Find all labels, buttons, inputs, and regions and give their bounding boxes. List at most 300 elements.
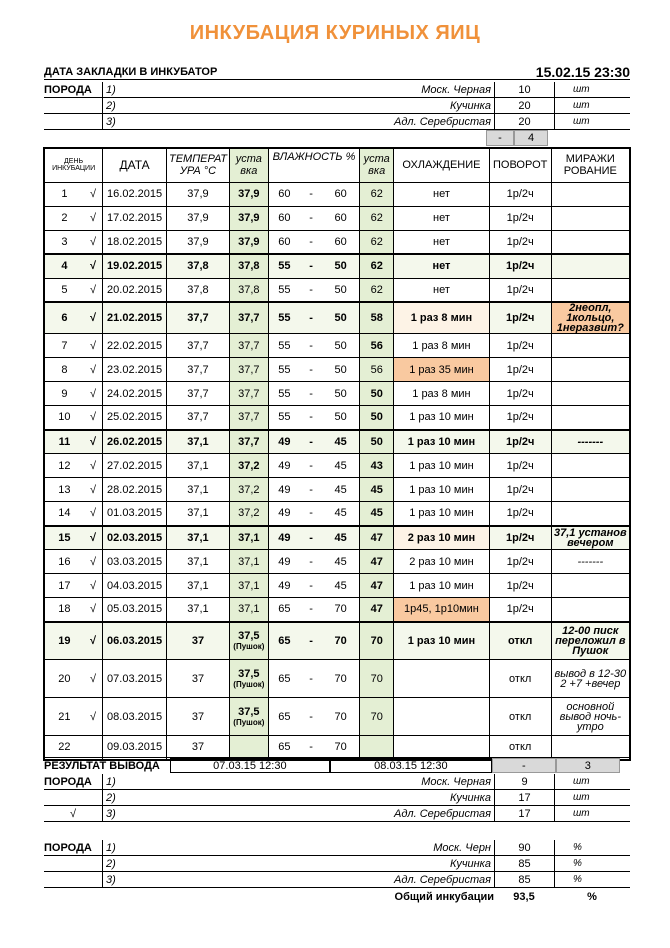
check-cell: √ <box>84 430 103 454</box>
breed-name: Адл. Серебристая <box>394 807 491 820</box>
temp-setpoint-cell <box>229 502 268 526</box>
humidity-max-cell: 45 <box>322 430 360 454</box>
load-date-label: ДАТА ЗАКЛАДКИ В ИНКУБАТОР <box>44 65 218 78</box>
table-row <box>44 526 630 550</box>
humidity-setpoint-cell: 45 <box>360 478 394 502</box>
temp-setpoint-cell <box>229 478 268 502</box>
temp-setpoint-value: 37,5 <box>238 668 260 680</box>
table-row <box>44 358 630 382</box>
table-row <box>44 574 630 598</box>
breed-count: 17 <box>494 790 554 805</box>
candling-cell <box>551 382 630 406</box>
hdr-cool: ОХЛАЖДЕНИЕ <box>394 148 490 182</box>
table-row <box>44 334 630 358</box>
temp-setpoint-value: 37,9 <box>238 188 260 200</box>
breed-count: 20 <box>494 98 554 113</box>
breed-name: Моск. Черная <box>421 775 491 788</box>
humidity-dash-cell: - <box>300 254 322 278</box>
day-cell: 19 <box>44 622 84 660</box>
turning-cell: 1р/2ч <box>489 206 551 230</box>
humidity-dash-cell: - <box>300 182 322 206</box>
date-cell: 27.02.2015 <box>103 454 167 478</box>
humidity-setpoint-cell: 62 <box>360 230 394 254</box>
load-sub-row <box>44 130 630 146</box>
breed-count: 17 <box>494 806 554 821</box>
candling-cell <box>551 736 630 760</box>
result-breed-row <box>44 774 630 790</box>
day-cell: 21 <box>44 698 84 736</box>
table-row <box>44 302 630 334</box>
day-cell: 20 <box>44 660 84 698</box>
load-breed-row <box>44 114 630 130</box>
date-cell: 04.03.2015 <box>103 574 167 598</box>
humidity-max-cell: 45 <box>322 550 360 574</box>
cooling-cell <box>394 660 490 698</box>
check-cell: √ <box>84 230 103 254</box>
cooling-cell: 1 раз 10 мин <box>394 430 490 454</box>
temp-cell: 37,7 <box>167 406 230 430</box>
humidity-dash-cell: - <box>300 382 322 406</box>
humidity-dash-cell: - <box>300 736 322 760</box>
temp-setpoint-value: 37,1 <box>238 531 260 544</box>
table-row <box>44 406 630 430</box>
humidity-max-cell: 50 <box>322 358 360 382</box>
humidity-dash-cell: - <box>300 574 322 598</box>
humidity-max-cell: 50 <box>322 254 360 278</box>
temp-setpoint-cell <box>229 550 268 574</box>
breed-count: 9 <box>494 774 554 789</box>
humidity-setpoint-cell: 47 <box>360 550 394 574</box>
load-breed-row <box>44 98 630 114</box>
total-unit: % <box>587 890 597 903</box>
total-label: Общий инкубации <box>394 890 494 903</box>
humidity-setpoint-cell: 62 <box>360 182 394 206</box>
result-row <box>44 757 630 773</box>
cooling-cell: 1р45, 1р10мин <box>394 598 490 622</box>
date-cell: 18.02.2015 <box>103 230 167 254</box>
candling-cell <box>551 230 630 254</box>
temp-cell: 37,1 <box>167 550 230 574</box>
page-title: ИНКУБАЦИЯ КУРИНЫХ ЯИЦ <box>189 22 481 44</box>
temp-setpoint-value: 37,5 <box>238 706 260 718</box>
humidity-dash-cell: - <box>300 598 322 622</box>
cooling-cell: 1 раз 10 мин <box>394 574 490 598</box>
breed-unit: % <box>554 872 630 887</box>
humidity-dash-cell: - <box>300 698 322 736</box>
date-cell: 20.02.2015 <box>103 278 167 302</box>
table-row <box>44 430 630 454</box>
humidity-setpoint-cell: 62 <box>360 278 394 302</box>
humidity-min-cell: 55 <box>268 278 300 302</box>
temp-setpoint-value: 37,7 <box>238 411 260 424</box>
temp-cell: 37,9 <box>167 206 230 230</box>
breed-num: 1) <box>102 774 222 789</box>
breed-label <box>44 98 102 113</box>
breed-unit: % <box>554 840 630 855</box>
humidity-setpoint-cell: 43 <box>360 454 394 478</box>
humidity-dash-cell: - <box>300 278 322 302</box>
cooling-cell: 1 раз 8 мин <box>394 382 490 406</box>
table-row <box>44 254 630 278</box>
cooling-cell: 1 раз 8 мин <box>394 302 490 334</box>
temp-setpoint-value: 37,1 <box>238 603 260 616</box>
humidity-dash-cell: - <box>300 334 322 358</box>
cooling-cell: нет <box>394 206 490 230</box>
turning-cell: 1р/2ч <box>489 430 551 454</box>
temp-cell: 37,1 <box>167 454 230 478</box>
humidity-setpoint-cell: 70 <box>360 622 394 660</box>
breed-name: Адл. Серебристая <box>394 115 491 128</box>
check-cell: √ <box>84 382 103 406</box>
humidity-max-cell: 50 <box>322 278 360 302</box>
humidity-max-cell: 50 <box>322 406 360 430</box>
load-datetime: 15.02.15 23:30 <box>535 63 630 80</box>
temp-setpoint-value: 37,1 <box>238 579 260 592</box>
day-cell: 8 <box>44 358 84 382</box>
humidity-setpoint-cell: 58 <box>360 302 394 334</box>
turning-cell: 1р/2ч <box>489 278 551 302</box>
date-cell: 24.02.2015 <box>103 382 167 406</box>
breed-name: Моск. Черн <box>433 841 491 854</box>
humidity-min-cell: 65 <box>268 622 300 660</box>
humidity-dash-cell: - <box>300 550 322 574</box>
temp-cell: 37,7 <box>167 334 230 358</box>
temp-setpoint-cell <box>229 302 268 334</box>
candling-cell: 37,1 установ вечером <box>551 526 630 550</box>
breed-unit: шт <box>554 790 630 805</box>
humidity-max-cell: 45 <box>322 454 360 478</box>
humidity-max-cell: 50 <box>322 302 360 334</box>
humidity-max-cell: 45 <box>322 526 360 550</box>
breed-num: 1) <box>102 840 222 855</box>
date-cell: 26.02.2015 <box>103 430 167 454</box>
breed-count: 10 <box>494 82 554 97</box>
date-cell: 02.03.2015 <box>103 526 167 550</box>
humidity-max-cell: 60 <box>322 182 360 206</box>
temp-setpoint-value: 37,8 <box>238 260 260 273</box>
candling-cell <box>551 454 630 478</box>
breed-count: 85 <box>494 856 554 871</box>
humidity-min-cell: 55 <box>268 302 300 334</box>
humidity-setpoint-cell: 70 <box>360 660 394 698</box>
turning-cell: 1р/2ч <box>489 358 551 382</box>
candling-cell: основной вывод ночь-утро <box>551 698 630 736</box>
humidity-setpoint-cell: 47 <box>360 526 394 550</box>
check-cell <box>84 736 103 760</box>
day-cell: 11 <box>44 430 84 454</box>
table-row <box>44 660 630 698</box>
humidity-setpoint-cell: 47 <box>360 598 394 622</box>
load-sub-value: 4 <box>514 130 548 146</box>
check-cell: √ <box>84 502 103 526</box>
turning-cell: 1р/2ч <box>489 478 551 502</box>
check-cell: √ <box>84 550 103 574</box>
temp-setpoint-cell <box>229 254 268 278</box>
humidity-max-cell: 50 <box>322 382 360 406</box>
candling-cell <box>551 574 630 598</box>
cooling-cell: нет <box>394 182 490 206</box>
candling-cell: ------- <box>551 550 630 574</box>
turning-cell: 1р/2ч <box>489 598 551 622</box>
breed-name: Адл. Серебристая <box>394 873 491 886</box>
temp-setpoint-value: 37,8 <box>238 283 260 296</box>
result-from: 07.03.15 12:30 <box>170 758 330 773</box>
temp-setpoint-value: 37,7 <box>238 312 260 324</box>
breed-label <box>44 856 102 871</box>
breed-label <box>44 114 102 129</box>
check-cell: √ <box>84 206 103 230</box>
turning-cell: 1р/2ч <box>489 334 551 358</box>
humidity-min-cell: 55 <box>268 334 300 358</box>
total-value: 93,5 <box>513 890 535 903</box>
temp-cell: 37,9 <box>167 182 230 206</box>
day-cell: 7 <box>44 334 84 358</box>
breed-label: ПОРОДА <box>44 83 92 96</box>
humidity-setpoint-cell: 45 <box>360 502 394 526</box>
humidity-dash-cell: - <box>300 230 322 254</box>
temp-setpoint-value: 37,7 <box>238 435 260 448</box>
total-row <box>44 888 630 905</box>
cooling-cell <box>394 736 490 760</box>
day-cell: 6 <box>44 302 84 334</box>
check-cell: √ <box>84 406 103 430</box>
temp-setpoint-cell <box>229 206 268 230</box>
date-cell: 25.02.2015 <box>103 406 167 430</box>
humidity-setpoint-cell: 62 <box>360 206 394 230</box>
temp-cell: 37,1 <box>167 574 230 598</box>
breed-unit: шт <box>554 774 630 789</box>
breed-count: 85 <box>494 872 554 887</box>
check-cell: √ <box>84 254 103 278</box>
hdr-set1: уста вка <box>229 148 268 182</box>
humidity-max-cell: 60 <box>322 230 360 254</box>
temp-setpoint-cell <box>229 334 268 358</box>
day-cell: 12 <box>44 454 84 478</box>
hdr-date: ДАТА <box>103 148 167 182</box>
humidity-max-cell: 50 <box>322 334 360 358</box>
humidity-min-cell: 65 <box>268 698 300 736</box>
temp-setpoint-value: 37,2 <box>238 483 260 496</box>
cooling-cell: 2 раз 10 мин <box>394 526 490 550</box>
table-row <box>44 502 630 526</box>
table-row <box>44 206 630 230</box>
humidity-min-cell: 60 <box>268 182 300 206</box>
load-breed-row <box>44 82 630 98</box>
breed-count: 20 <box>494 114 554 129</box>
table-row <box>44 278 630 302</box>
candling-cell <box>551 182 630 206</box>
turning-cell: 1р/2ч <box>489 574 551 598</box>
turning-cell: 1р/2ч <box>489 406 551 430</box>
table-row <box>44 382 630 406</box>
temp-setpoint-value: 37,7 <box>238 387 260 400</box>
breed-label <box>44 872 102 887</box>
temp-setpoint-cell <box>229 454 268 478</box>
humidity-dash-cell: - <box>300 526 322 550</box>
day-cell: 10 <box>44 406 84 430</box>
temp-setpoint-value: 37,2 <box>238 459 260 472</box>
date-cell: 08.03.2015 <box>103 698 167 736</box>
humidity-max-cell: 70 <box>322 698 360 736</box>
humidity-dash-cell: - <box>300 206 322 230</box>
date-cell: 03.03.2015 <box>103 550 167 574</box>
humidity-dash-cell: - <box>300 660 322 698</box>
check-cell: √ <box>84 698 103 736</box>
humidity-min-cell: 49 <box>268 502 300 526</box>
humidity-setpoint-cell: 56 <box>360 358 394 382</box>
temp-setpoint-cell <box>229 182 268 206</box>
humidity-min-cell: 60 <box>268 230 300 254</box>
turning-cell: 1р/2ч <box>489 182 551 206</box>
temp-setpoint-value: 37,1 <box>238 555 260 568</box>
cooling-cell: 1 раз 10 мин <box>394 454 490 478</box>
pct-breed-row <box>44 872 630 888</box>
cooling-cell: 1 раз 10 мин <box>394 478 490 502</box>
humidity-dash-cell: - <box>300 454 322 478</box>
humidity-min-cell: 65 <box>268 598 300 622</box>
result-label: РЕЗУЛЬТАТ ВЫВОДА <box>44 759 160 772</box>
humidity-min-cell: 49 <box>268 574 300 598</box>
humidity-setpoint-cell <box>360 736 394 760</box>
day-cell: 9 <box>44 382 84 406</box>
breed-num: 3) <box>102 806 222 821</box>
table-row <box>44 182 630 206</box>
humidity-min-cell: 49 <box>268 526 300 550</box>
cooling-cell: 1 раз 10 мин <box>394 406 490 430</box>
check-cell: √ <box>84 302 103 334</box>
check-cell: √ <box>84 526 103 550</box>
candling-cell <box>551 254 630 278</box>
table-row <box>44 230 630 254</box>
turning-cell: 1р/2ч <box>489 302 551 334</box>
temp-cell: 37,1 <box>167 526 230 550</box>
breed-name: Кучинка <box>449 791 491 804</box>
setpoint-note: (Пушок) <box>233 718 265 727</box>
day-cell: 16 <box>44 550 84 574</box>
temp-setpoint-value: 37,7 <box>238 363 260 376</box>
temp-cell: 37,1 <box>167 598 230 622</box>
day-cell: 4 <box>44 254 84 278</box>
table-row <box>44 454 630 478</box>
breed-label: √ <box>69 807 77 820</box>
incubation-table <box>43 147 631 761</box>
breed-num: 2) <box>102 790 222 805</box>
day-cell: 17 <box>44 574 84 598</box>
turning-cell: 1р/2ч <box>489 502 551 526</box>
humidity-min-cell: 55 <box>268 382 300 406</box>
humidity-dash-cell: - <box>300 302 322 334</box>
temp-cell: 37 <box>167 660 230 698</box>
breed-label <box>44 790 102 805</box>
check-cell: √ <box>84 478 103 502</box>
turning-cell: 1р/2ч <box>489 550 551 574</box>
date-cell: 16.02.2015 <box>103 182 167 206</box>
date-cell: 21.02.2015 <box>103 302 167 334</box>
day-cell: 1 <box>44 182 84 206</box>
hdr-temp: ТЕМПЕРАТ УРА °С <box>167 148 230 182</box>
temp-setpoint-cell <box>229 526 268 550</box>
result-to: 08.03.15 12:30 <box>330 758 492 773</box>
humidity-setpoint-cell: 62 <box>360 254 394 278</box>
date-cell: 17.02.2015 <box>103 206 167 230</box>
temp-setpoint-value: 37,9 <box>238 235 260 248</box>
cooling-cell: 1 раз 10 мин <box>394 502 490 526</box>
humidity-min-cell: 65 <box>268 736 300 760</box>
temp-setpoint-cell <box>229 278 268 302</box>
humidity-max-cell: 70 <box>322 598 360 622</box>
date-cell: 09.03.2015 <box>103 736 167 760</box>
date-cell: 19.02.2015 <box>103 254 167 278</box>
humidity-min-cell: 49 <box>268 454 300 478</box>
temp-cell: 37,1 <box>167 430 230 454</box>
temp-cell: 37 <box>167 736 230 760</box>
humidity-min-cell: 60 <box>268 206 300 230</box>
candling-cell: 2неопл, 1кольцо, 1неразвит? <box>551 302 630 334</box>
humidity-setpoint-cell: 70 <box>360 698 394 736</box>
table-row <box>44 698 630 736</box>
breed-label: ПОРОДА <box>44 841 92 854</box>
temp-cell: 37 <box>167 698 230 736</box>
day-cell: 14 <box>44 502 84 526</box>
table-row <box>44 622 630 660</box>
date-cell: 07.03.2015 <box>103 660 167 698</box>
breed-num: 2) <box>102 98 222 113</box>
day-cell: 3 <box>44 230 84 254</box>
candling-cell <box>551 206 630 230</box>
humidity-min-cell: 55 <box>268 254 300 278</box>
humidity-max-cell: 70 <box>322 736 360 760</box>
breed-num: 1) <box>102 82 222 97</box>
date-cell: 05.03.2015 <box>103 598 167 622</box>
temp-setpoint-cell <box>229 698 268 736</box>
table-row <box>44 478 630 502</box>
breed-num: 2) <box>102 856 222 871</box>
date-cell: 28.02.2015 <box>103 478 167 502</box>
check-cell: √ <box>84 574 103 598</box>
temp-setpoint-cell <box>229 230 268 254</box>
cooling-cell: нет <box>394 230 490 254</box>
humidity-max-cell: 45 <box>322 478 360 502</box>
breed-name: Моск. Черная <box>421 83 491 96</box>
temp-cell: 37,1 <box>167 502 230 526</box>
cooling-cell: 2 раз 10 мин <box>394 550 490 574</box>
temp-setpoint-cell <box>229 358 268 382</box>
breed-name: Кучинка <box>449 99 491 112</box>
check-cell: √ <box>84 598 103 622</box>
temp-setpoint-cell <box>229 430 268 454</box>
breed-unit: шт <box>554 98 630 113</box>
check-cell: √ <box>84 278 103 302</box>
temp-setpoint-cell <box>229 598 268 622</box>
temp-cell: 37,9 <box>167 230 230 254</box>
humidity-dash-cell: - <box>300 406 322 430</box>
humidity-min-cell: 55 <box>268 358 300 382</box>
temp-cell: 37,7 <box>167 382 230 406</box>
humidity-max-cell: 45 <box>322 574 360 598</box>
day-cell: 2 <box>44 206 84 230</box>
humidity-min-cell: 49 <box>268 430 300 454</box>
temp-cell: 37 <box>167 622 230 660</box>
humidity-max-cell: 60 <box>322 206 360 230</box>
humidity-dash-cell: - <box>300 622 322 660</box>
check-cell: √ <box>84 358 103 382</box>
candling-cell: 12-00 писк переложил в Пушок <box>551 622 630 660</box>
temp-setpoint-cell <box>229 382 268 406</box>
result-sub-dash: - <box>492 758 556 773</box>
humidity-min-cell: 49 <box>268 550 300 574</box>
humidity-dash-cell: - <box>300 430 322 454</box>
temp-cell: 37,1 <box>167 478 230 502</box>
